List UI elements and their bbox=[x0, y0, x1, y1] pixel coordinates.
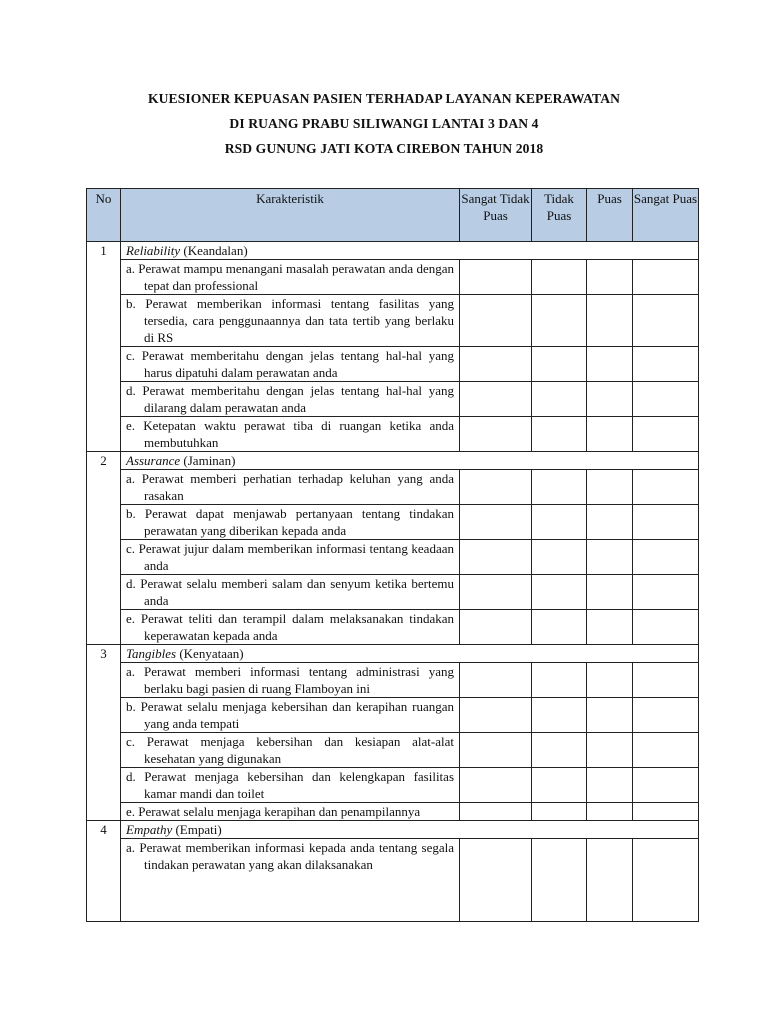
section-number: 2 bbox=[87, 452, 121, 645]
section-name-english: Assurance bbox=[126, 453, 181, 468]
table-row bbox=[87, 698, 699, 733]
item-text: e. Ketepatan waktu perawat tiba di ruangan ketika anda membutuhkan bbox=[121, 417, 460, 452]
table-row bbox=[87, 768, 699, 803]
section-name-english: Tangibles bbox=[126, 646, 177, 661]
section-name bbox=[121, 242, 699, 260]
table-row bbox=[87, 733, 699, 768]
item-text: e. Perawat teliti dan terampil dalam melaksanakan tindakan keperawatan kepada anda bbox=[121, 610, 460, 645]
rating-cell-sangat-puas[interactable] bbox=[633, 505, 699, 540]
item-text: b. Perawat memberikan informasi tentang fasilitas yang tersedia, cara penggunaannya dan tata tertib yang berlaku di RS bbox=[121, 295, 460, 347]
item-text: a. Perawat memberi perhatian terhadap keluhan yang anda rasakan bbox=[121, 470, 460, 505]
rating-cell-sangat-puas[interactable] bbox=[633, 663, 699, 698]
table-row bbox=[87, 663, 699, 698]
title-line-2: DI RUANG PRABU SILIWANGI LANTAI 3 DAN 4 bbox=[229, 116, 539, 131]
section-name-english: Empathy bbox=[126, 822, 173, 837]
rating-cell-tidak-puas[interactable] bbox=[532, 260, 587, 295]
rating-cell-sangat-tidak-puas[interactable] bbox=[460, 417, 532, 452]
section-name-english: Reliability bbox=[126, 243, 181, 258]
rating-cell-sangat-tidak-puas[interactable] bbox=[460, 540, 532, 575]
item-text: d. Perawat menjaga kebersihan dan kelengkapan fasilitas kamar mandi dan toilet bbox=[121, 768, 460, 803]
header-tidak-puas: Tidak Puas bbox=[532, 189, 587, 242]
rating-cell-puas[interactable] bbox=[587, 470, 633, 505]
rating-cell-sangat-puas[interactable] bbox=[633, 733, 699, 768]
rating-cell-puas[interactable] bbox=[587, 417, 633, 452]
rating-cell-tidak-puas[interactable] bbox=[532, 470, 587, 505]
header-sangat-tidak-puas: Sangat Tidak Puas bbox=[460, 189, 532, 242]
rating-cell-sangat-tidak-puas[interactable] bbox=[460, 295, 532, 347]
table-row bbox=[87, 839, 699, 922]
rating-cell-tidak-puas[interactable] bbox=[532, 417, 587, 452]
rating-cell-sangat-tidak-puas[interactable] bbox=[460, 698, 532, 733]
rating-cell-sangat-tidak-puas[interactable] bbox=[460, 382, 532, 417]
section-row bbox=[87, 452, 699, 470]
rating-cell-tidak-puas[interactable] bbox=[532, 768, 587, 803]
rating-cell-puas[interactable] bbox=[587, 839, 633, 922]
item-text: c. Perawat jujur dalam memberikan informasi tentang keadaan anda bbox=[121, 540, 460, 575]
item-text: a. Perawat memberi informasi tentang administrasi yang berlaku bagi pasien di ruang Flamboyan ini bbox=[121, 663, 460, 698]
rating-cell-sangat-puas[interactable] bbox=[633, 803, 699, 821]
header-puas: Puas bbox=[587, 189, 633, 242]
rating-cell-puas[interactable] bbox=[587, 295, 633, 347]
rating-cell-tidak-puas[interactable] bbox=[532, 698, 587, 733]
item-text: d. Perawat memberitahu dengan jelas tentang hal-hal yang dilarang dalam perawatan anda bbox=[121, 382, 460, 417]
section-row bbox=[87, 242, 699, 260]
rating-cell-sangat-puas[interactable] bbox=[633, 382, 699, 417]
section-number: 4 bbox=[87, 821, 121, 922]
section-name bbox=[121, 452, 699, 470]
rating-cell-puas[interactable] bbox=[587, 575, 633, 610]
section-name-indonesian: (Keandalan) bbox=[180, 243, 248, 258]
table-header-row bbox=[87, 189, 699, 242]
rating-cell-sangat-tidak-puas[interactable] bbox=[460, 505, 532, 540]
rating-cell-tidak-puas[interactable] bbox=[532, 575, 587, 610]
header-sangat-puas: Sangat Puas bbox=[633, 189, 699, 242]
rating-cell-sangat-puas[interactable] bbox=[633, 575, 699, 610]
rating-cell-sangat-puas[interactable] bbox=[633, 610, 699, 645]
rating-cell-sangat-puas[interactable] bbox=[633, 295, 699, 347]
rating-cell-sangat-tidak-puas[interactable] bbox=[460, 663, 532, 698]
table-row bbox=[87, 260, 699, 295]
item-text: b. Perawat dapat menjawab pertanyaan tentang tindakan perawatan yang diberikan kepada anda bbox=[121, 505, 460, 540]
section-row bbox=[87, 645, 699, 663]
item-text: b. Perawat selalu menjaga kebersihan dan kerapihan ruangan yang anda tempati bbox=[121, 698, 460, 733]
rating-cell-puas[interactable] bbox=[587, 505, 633, 540]
rating-cell-sangat-tidak-puas[interactable] bbox=[460, 347, 532, 382]
rating-cell-sangat-puas[interactable] bbox=[633, 347, 699, 382]
document-title bbox=[0, 86, 768, 161]
rating-cell-sangat-puas[interactable] bbox=[633, 839, 699, 922]
title-line-3: RSD GUNUNG JATI KOTA CIREBON TAHUN 2018 bbox=[224, 141, 544, 156]
rating-cell-puas[interactable] bbox=[587, 347, 633, 382]
rating-cell-sangat-tidak-puas[interactable] bbox=[460, 575, 532, 610]
section-name-indonesian: (Kenyataan) bbox=[176, 646, 244, 661]
rating-cell-sangat-tidak-puas[interactable] bbox=[460, 260, 532, 295]
rating-cell-tidak-puas[interactable] bbox=[532, 382, 587, 417]
table-row bbox=[87, 575, 699, 610]
rating-cell-puas[interactable] bbox=[587, 768, 633, 803]
rating-cell-sangat-puas[interactable] bbox=[633, 768, 699, 803]
item-text: d. Perawat selalu memberi salam dan senyum ketika bertemu anda bbox=[121, 575, 460, 610]
header-karakteristik: Karakteristik bbox=[121, 189, 460, 242]
table-row bbox=[87, 470, 699, 505]
rating-cell-sangat-puas[interactable] bbox=[633, 260, 699, 295]
table-row bbox=[87, 417, 699, 452]
table-row bbox=[87, 347, 699, 382]
rating-cell-sangat-tidak-puas[interactable] bbox=[460, 610, 532, 645]
rating-cell-puas[interactable] bbox=[587, 663, 633, 698]
rating-cell-tidak-puas[interactable] bbox=[532, 347, 587, 382]
item-text: e. Perawat selalu menjaga kerapihan dan penampilannya bbox=[121, 803, 460, 821]
rating-cell-puas[interactable] bbox=[587, 803, 633, 821]
section-number: 3 bbox=[87, 645, 121, 821]
rating-cell-tidak-puas[interactable] bbox=[532, 803, 587, 821]
table-row bbox=[87, 610, 699, 645]
rating-cell-tidak-puas[interactable] bbox=[532, 663, 587, 698]
item-text: a. Perawat mampu menangani masalah perawatan anda dengan tepat dan professional bbox=[121, 260, 460, 295]
item-text: c. Perawat menjaga kebersihan dan kesiapan alat-alat kesehatan yang digunakan bbox=[121, 733, 460, 768]
rating-cell-tidak-puas[interactable] bbox=[532, 295, 587, 347]
rating-cell-sangat-puas[interactable] bbox=[633, 698, 699, 733]
rating-cell-puas[interactable] bbox=[587, 733, 633, 768]
rating-cell-puas[interactable] bbox=[587, 610, 633, 645]
table-row bbox=[87, 505, 699, 540]
table-row bbox=[87, 382, 699, 417]
rating-cell-sangat-tidak-puas[interactable] bbox=[460, 839, 532, 922]
rating-cell-tidak-puas[interactable] bbox=[532, 839, 587, 922]
rating-cell-puas[interactable] bbox=[587, 698, 633, 733]
questionnaire-table bbox=[86, 188, 699, 922]
rating-cell-tidak-puas[interactable] bbox=[532, 733, 587, 768]
section-number: 1 bbox=[87, 242, 121, 452]
section-name-indonesian: (Jaminan) bbox=[180, 453, 236, 468]
section-name-indonesian: (Empati) bbox=[172, 822, 222, 837]
rating-cell-sangat-tidak-puas[interactable] bbox=[460, 470, 532, 505]
rating-cell-puas[interactable] bbox=[587, 260, 633, 295]
rating-cell-puas[interactable] bbox=[587, 382, 633, 417]
section-row bbox=[87, 821, 699, 839]
rating-cell-sangat-puas[interactable] bbox=[633, 470, 699, 505]
table-row bbox=[87, 295, 699, 347]
rating-cell-sangat-puas[interactable] bbox=[633, 417, 699, 452]
rating-cell-sangat-tidak-puas[interactable] bbox=[460, 733, 532, 768]
table-row bbox=[87, 803, 699, 821]
item-text: a. Perawat memberikan informasi kepada anda tentang segala tindakan perawatan yang akan dilaksanakan bbox=[121, 839, 460, 922]
rating-cell-sangat-tidak-puas[interactable] bbox=[460, 768, 532, 803]
rating-cell-puas[interactable] bbox=[587, 540, 633, 575]
section-name bbox=[121, 821, 699, 839]
table-body bbox=[87, 242, 699, 922]
rating-cell-sangat-puas[interactable] bbox=[633, 540, 699, 575]
rating-cell-tidak-puas[interactable] bbox=[532, 540, 587, 575]
rating-cell-tidak-puas[interactable] bbox=[532, 610, 587, 645]
title-line-1: KUESIONER KEPUASAN PASIEN TERHADAP LAYANAN KEPERAWATAN bbox=[147, 91, 621, 106]
table-row bbox=[87, 540, 699, 575]
rating-cell-sangat-tidak-puas[interactable] bbox=[460, 803, 532, 821]
rating-cell-tidak-puas[interactable] bbox=[532, 505, 587, 540]
header-no: No bbox=[87, 189, 121, 242]
section-name bbox=[121, 645, 699, 663]
item-text: c. Perawat memberitahu dengan jelas tentang hal-hal yang harus dipatuhi dalam perawatan anda bbox=[121, 347, 460, 382]
